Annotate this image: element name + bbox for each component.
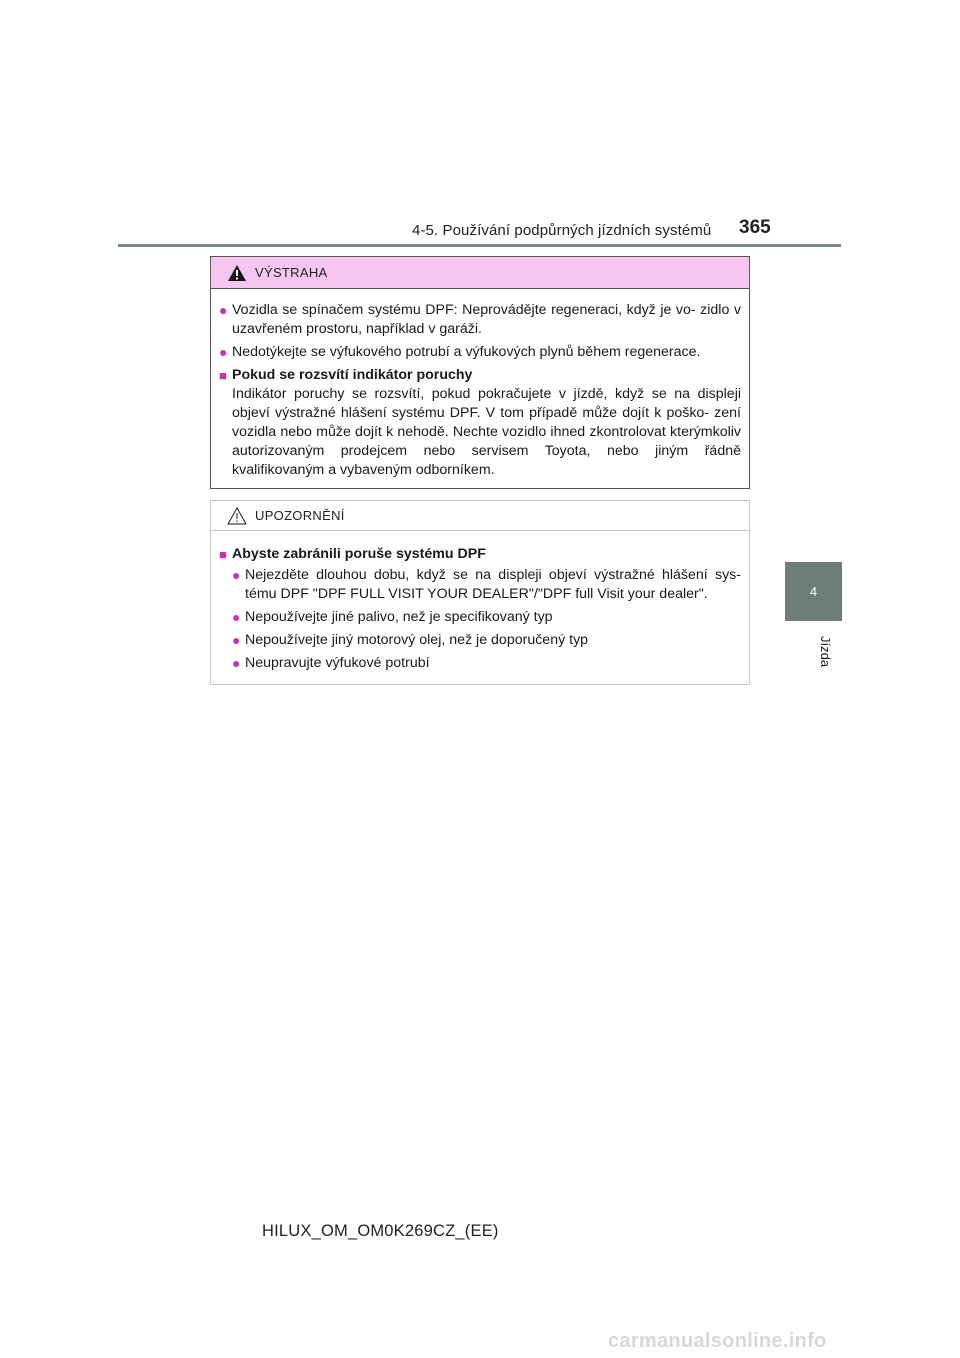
chapter-name: Jízda xyxy=(818,636,833,668)
watermark: carmanualsonline.info xyxy=(608,1330,827,1352)
chapter-number: 4 xyxy=(809,584,818,599)
caution-box-body xyxy=(211,531,749,673)
list-item xyxy=(232,608,741,627)
manual-code: HILUX_OM_OM0K269CZ_(EE) xyxy=(262,1222,499,1240)
running-header-title: 4-5. Používání podpůrných jízdních systémů xyxy=(412,222,712,239)
bullet-dot-icon: ● xyxy=(232,609,241,625)
section-heading-text: Pokud se rozsvítí indikátor poruchy xyxy=(232,367,473,383)
section-heading xyxy=(219,366,741,385)
list-item xyxy=(232,654,741,673)
list-item-text: Neupravujte výfukové potrubí xyxy=(245,655,430,671)
list-item-text: Nedotýkejte se výfukového potrubí a výfukových plynů během regenerace. xyxy=(232,344,701,360)
warning-triangle-icon xyxy=(227,264,247,282)
bullet-dot-icon: ● xyxy=(219,302,228,318)
caution-box-header xyxy=(211,501,749,531)
bullet-dot-icon: ● xyxy=(232,567,241,583)
section-paragraph: Indikátor poruchy se rozsvítí, pokud pokračujete v jízdě, když se na displeji objeví výstražné hlášení systému DPF. V tom případě může dojít k poško- zení vozidla nebo může dojít k nehodě. Nechte vozidlo ihned zkontrolovat kterýmkoliv autorizovaným prodejcem nebo servisem Toyota, nebo jiným řádně kvalifikovaným a vybaveným odborníkem. xyxy=(232,386,741,478)
bullet-dot-icon: ● xyxy=(232,655,241,671)
square-bullet-icon: ■ xyxy=(219,368,227,383)
bullet-dot-icon: ● xyxy=(219,344,228,360)
list-item-text: Nejezděte dlouhou dobu, když se na displeji objeví výstražné hlášení sys- tému DPF "DPF FULL VISIT YOUR DEALER"/"DPF full Visit your dealer". xyxy=(245,567,741,602)
warning-box-header xyxy=(211,257,749,289)
header-rule xyxy=(118,244,841,247)
warning-box-label: VÝSTRAHA xyxy=(255,265,328,280)
page-number: 365 xyxy=(739,217,771,238)
caution-triangle-icon xyxy=(227,507,247,525)
caution-box xyxy=(210,500,750,685)
list-item xyxy=(232,566,741,604)
list-item xyxy=(232,631,741,650)
chapter-label xyxy=(793,632,833,672)
list-item-text: Nepoužívejte jiný motorový olej, než je doporučený typ xyxy=(245,632,589,648)
list-item xyxy=(219,301,741,339)
caution-box-label: UPOZORNĚNÍ xyxy=(255,508,345,523)
bullet-dot-icon: ● xyxy=(232,632,241,648)
caution-list xyxy=(219,566,741,673)
warning-box-body xyxy=(211,289,749,480)
list-item xyxy=(219,343,741,362)
list-item-text: Vozidla se spínačem systému DPF: Neprovádějte regeneraci, když je vo- zidlo v uzavřeném prostoru, například v garáži. xyxy=(232,302,741,337)
list-item-text: Nepoužívejte jiné palivo, než je specifikovaný typ xyxy=(245,609,553,625)
section-heading xyxy=(219,545,741,564)
chapter-tab xyxy=(785,562,842,621)
warning-box xyxy=(210,256,750,489)
square-bullet-icon: ■ xyxy=(219,547,227,562)
section-heading-text: Abyste zabránili poruše systému DPF xyxy=(232,546,486,562)
